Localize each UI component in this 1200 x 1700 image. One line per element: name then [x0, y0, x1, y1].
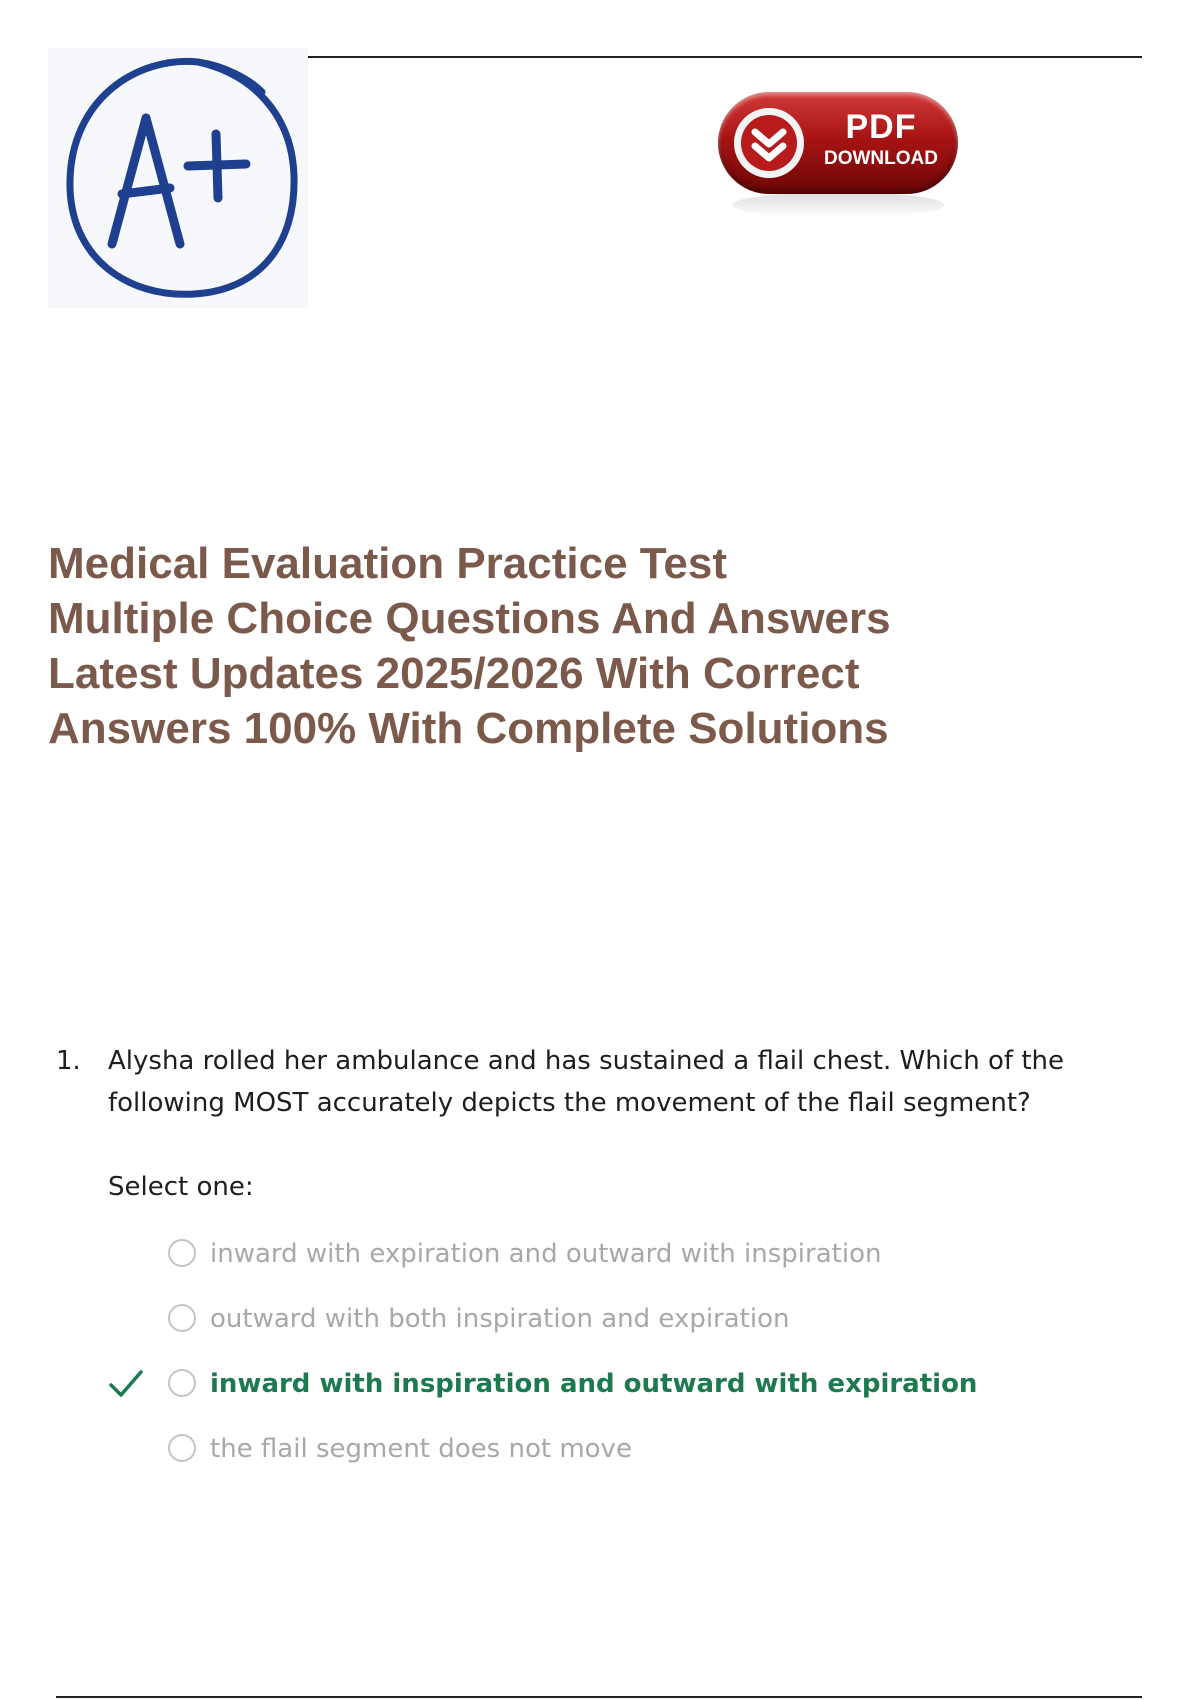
option-label: outward with both inspiration and expiration: [210, 1304, 790, 1334]
pdf-download-button[interactable]: [718, 92, 960, 222]
radio-button[interactable]: [168, 1434, 196, 1462]
title-line: Latest Updates 2025/2026 With Correct: [48, 649, 860, 698]
radio-button[interactable]: [168, 1369, 196, 1397]
select-one-prompt: Select one:: [108, 1172, 254, 1202]
button-reflection: [732, 192, 944, 218]
title-line: Multiple Choice Questions And Answers: [48, 594, 891, 643]
question-stem: Alysha rolled her ambulance and has sustained a flail chest. Which of the following MOST accurately depicts the movement of the flail segment?: [108, 1046, 1064, 1118]
radio-button[interactable]: [168, 1304, 196, 1332]
question-number: 1.: [56, 1046, 81, 1076]
pdf-button-body[interactable]: [718, 92, 958, 194]
answer-option[interactable]: [50, 1299, 1050, 1339]
a-plus-logo: [48, 48, 308, 308]
title-line: Medical Evaluation Practice Test: [48, 539, 727, 588]
option-label: inward with expiration and outward with inspiration: [210, 1239, 882, 1269]
a-plus-grade-icon: [48, 48, 308, 308]
top-divider: [306, 56, 1142, 58]
document-title: [48, 536, 1048, 756]
answer-option[interactable]: [50, 1234, 1050, 1274]
chevron-double-down-icon: [732, 106, 806, 180]
radio-button[interactable]: [168, 1239, 196, 1267]
checkmark-icon: [108, 1368, 144, 1400]
option-label: inward with inspiration and outward with expiration: [210, 1369, 978, 1399]
answer-option-correct[interactable]: [50, 1364, 1050, 1404]
download-label: DOWNLOAD: [824, 148, 938, 169]
option-label: the flail segment does not move: [210, 1434, 632, 1464]
pdf-label: PDF: [845, 108, 917, 146]
title-line: Answers 100% With Complete Solutions: [48, 704, 889, 753]
answer-option[interactable]: [50, 1429, 1050, 1469]
bottom-divider: [56, 1696, 1142, 1698]
